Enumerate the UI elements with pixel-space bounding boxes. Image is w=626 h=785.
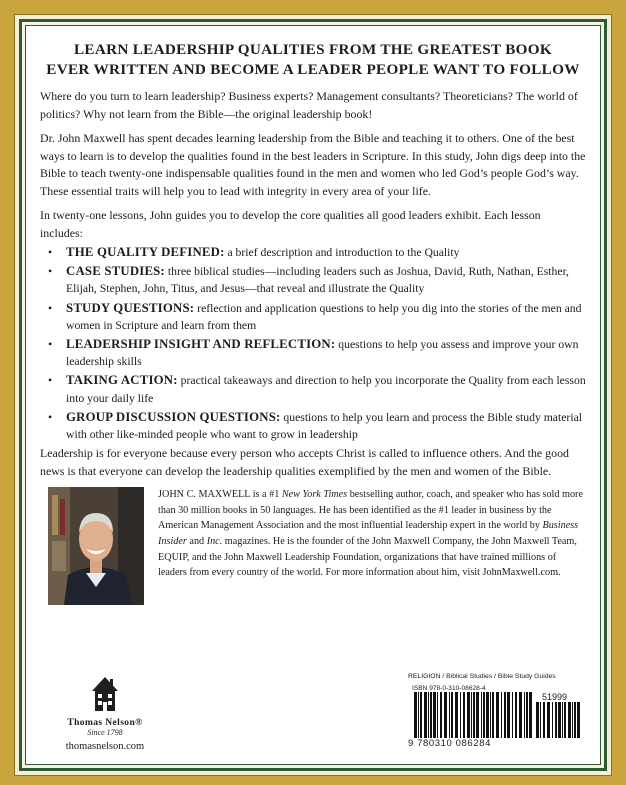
author-bio-text: JOHN C. MAXWELL is a #1 — [158, 489, 282, 501]
quality-text: questions to help you assess and improve your own leadership skills — [66, 338, 579, 369]
nyt-title: New York Times — [281, 489, 348, 501]
cover-frame — [19, 19, 607, 771]
barcode — [408, 692, 586, 750]
ean-number: 9 780310 086284 — [408, 738, 491, 749]
lessons-intro-paragraph: In twenty-one lessons, John guides you to develop the core qualities all good leaders exhibit. Each lesson includes: — [40, 208, 541, 240]
house-logo-icon — [88, 673, 122, 713]
inc-title: Inc. — [206, 536, 223, 548]
intro-paragraph: Where do you turn to learn leadership? Business experts? Management consultants? Theoreticians? The world of politics? Why not learn from the Bible—the original leadership book! — [40, 89, 578, 121]
isbn-label: ISBN 978-0-310-08628-4 — [412, 685, 486, 692]
cover-outer — [14, 14, 612, 776]
author-section — [40, 487, 586, 607]
author-bio-text: bestselling author, coach, and speaker who has sold more than 30 million books in 50 languages. He has been identified as the #1 leader in business by the American Management Association and the most influential leadership expert in the world by — [158, 489, 583, 532]
author-bio — [158, 487, 586, 581]
publisher-website: thomasnelson.com — [65, 741, 145, 752]
quality-text: questions to help you learn and process the Bible study material with other like-minded people who want to grow in leadership — [66, 410, 583, 442]
price-code: 51999 — [542, 692, 568, 702]
quality-text: practical takeaways and direction to help you incorporate the Quality from each lesson into your daily life — [66, 374, 586, 405]
category-label: RELIGION / Biblical Studies / Bible Study Guides — [408, 673, 556, 680]
bullet-icon: • — [48, 373, 53, 388]
author-portrait-icon — [48, 487, 144, 605]
quality-term: GROUP DISCUSSION QUESTIONS: — [66, 409, 281, 424]
barcode-area — [408, 673, 586, 750]
quality-text: three biblical studies—including leaders such as Joshua, David, Ruth, Nathan, Esther, Elijah, Stephen, John, Titus, and Jesus—that reveal and illustrate the Quality — [66, 265, 569, 296]
business-insider-title: Business Insider — [158, 520, 579, 548]
ean-barcode-icon — [414, 692, 532, 738]
cover-footer — [26, 644, 600, 764]
quality-term: TAKING ACTION: — [66, 373, 178, 388]
list-item — [40, 300, 586, 334]
bullet-icon: • — [48, 245, 53, 259]
headline-line-1: LEARN LEADERSHIP QUALITIES FROM THE GREATEST BOOK — [73, 41, 553, 58]
author-bio-text: and — [186, 536, 207, 548]
bullet-icon: • — [48, 264, 53, 279]
list-item — [40, 409, 586, 443]
quality-term: LEADERSHIP INSIGHT AND REFLECTION: — [66, 337, 336, 352]
price-barcode-icon — [536, 702, 580, 738]
quality-term: CASE STUDIES: — [66, 264, 165, 279]
author-bio-text: magazines. He is the founder of the John Maxwell Company, the John Maxwell Team, EQUIP, and the John Maxwell Leadership Foundation, organizations that have trained millions of leaders from every country of the world. For more information about him, visit JohnMaxwell.com. — [158, 536, 577, 579]
bullet-icon: • — [48, 300, 53, 315]
quality-term: THE QUALITY DEFINED: — [66, 245, 225, 259]
closing-paragraph: Leadership is for everyone because every person who accepts Christ is called to influence others. And the good news is that everyone can develop the leadership qualities exemplified by the men and women of the Bible. — [40, 446, 569, 478]
cover-panel — [25, 25, 601, 765]
publisher-name: Thomas Nelson® — [67, 718, 143, 728]
publisher-since: Since 1798 — [87, 728, 123, 737]
quality-text: reflection and application questions to help you dig into the stories of the men and women in Scripture and learn from them — [66, 301, 582, 332]
quality-term: STUDY QUESTIONS: — [66, 300, 195, 315]
quality-text: a brief description and introduction to the Quality — [227, 246, 460, 259]
list-item — [40, 263, 586, 297]
headline-line-2: EVER WRITTEN AND BECOME A LEADER PEOPLE WANT TO FOLLOW — [46, 61, 580, 78]
author-photo — [48, 487, 144, 605]
qualities-list — [40, 244, 586, 443]
headline — [40, 40, 586, 80]
publisher-block — [50, 673, 160, 752]
description-paragraph: Dr. John Maxwell has spent decades learning leadership from the Bible and teaching it to others. One of the best ways to learn is to develop the qualities found in the best leaders in Scripture. In this study, John digs deep into the Bible to teach twenty-one indispensable qualities found in the men and women who led God’s people God’s way. These essential traits will help you to lead with integrity in every area of your life. — [40, 131, 586, 198]
list-item — [40, 336, 586, 370]
cover-content — [40, 40, 586, 607]
list-item — [40, 372, 586, 406]
bullet-icon: • — [48, 409, 53, 424]
list-item — [40, 244, 586, 261]
bullet-icon: • — [48, 337, 53, 352]
